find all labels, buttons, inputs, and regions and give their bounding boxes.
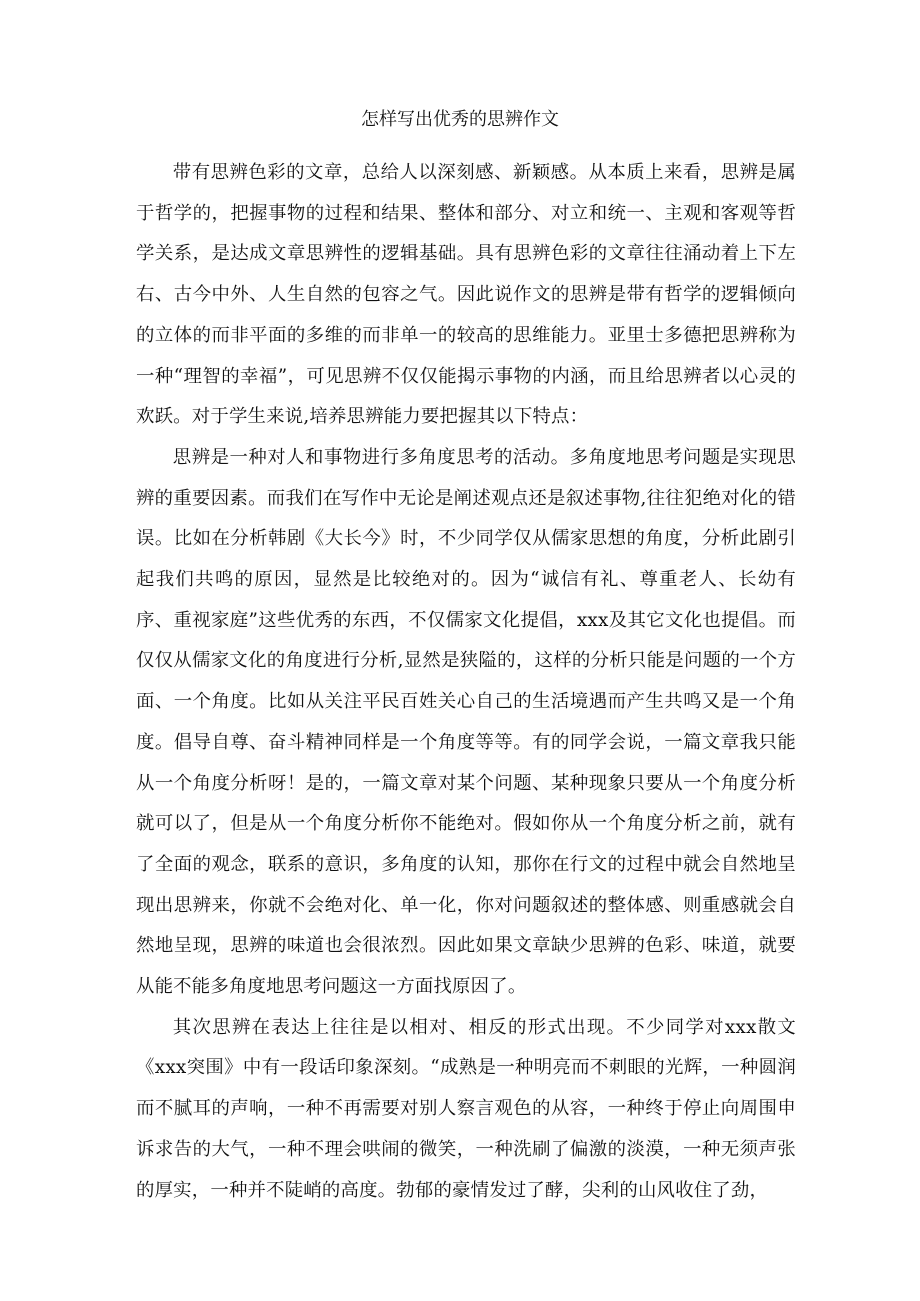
paragraph-2: 思辨是一种对人和事物进行多角度思考的活动。多角度地思考问题是实现思辨的重要因素。而我们在写作中无论是阐述观点还是叙述事物,往往犯绝对化的错误。比如在分析韩剧《大长今》时，不少同学仅从儒家思想的角度，分析此剧引起我们共鸣的原因，显然是比较绝对的。因为“诚信有礼、尊重老人、长幼有序、重视家庭”这些优秀的东西，不仅儒家文化提倡，xxx及其它文化也提倡。而仅仅从儒家文化的角度进行分析,显然是狭隘的，这样的分析只能是问题的一个方面、一个角度。比如从关注平民百姓关心自己的生活境遇而产生共鸣又是一个角度。倡导自尊、奋斗精神同样是一个角度等等。有的同学会说，一篇文章我只能从一个角度分析呀！是的，一篇文章对某个问题、某种现象只要从一个角度分析就可以了，但是从一个角度分析你不能绝对。假如你从一个角度分析之前，就有了全面的观念，联系的意识，多角度的认知，那你在行文的过程中就会自然地呈现出思辨来，你就不会绝对化、单一化，你对问题叙述的整体感、则重感就会自然地呈现，思辨的味道也会很浓烈。因此如果文章缺少思辨的色彩、味道，就要从能不能多角度地思考问题这一方面找原因了。	[136, 446, 796, 998]
document-body	[136, 153, 796, 1211]
document-title: 怎样写出优秀的思辨作文	[361, 109, 559, 130]
paragraph-3: 其次思辨在表达上往往是以相对、相反的形式出现。不少同学对xxx散文《xxx突围》中有一段话印象深刻。“成熟是一种明亮而不刺眼的光辉，一种圆润而不腻耳的声响，一种不再需要对别人察言观色的从容，一种终于停止向周围申诉求告的大气，一种不理会哄闹的微笑，一种洗刷了偏激的淡漠，一种无须声张的厚实，一种并不陡峭的高度。勃郁的豪情发过了酵，尖利的山风收住了劲，	[136, 1016, 796, 1201]
paragraph-1: 带有思辨色彩的文章，总给人以深刻感、新颖感。从本质上来看，思辨是属于哲学的，把握事物的过程和结果、整体和部分、对立和统一、主观和客观等哲学关系，是达成文章思辨性的逻辑基础。具有思辨色彩的文章往往涌动着上下左右、古今中外、人生自然的包容之气。因此说作文的思辨是带有哲学的逻辑倾向的立体的而非平面的多维的而非单一的较高的思维能力。亚里士多德把思辨称为一种“理智的幸福”，可见思辨不仅仅能揭示事物的内涵，而且给思辨者以心灵的欢跃。对于学生来说,培养思辨能力要把握其以下特点：	[136, 162, 796, 428]
